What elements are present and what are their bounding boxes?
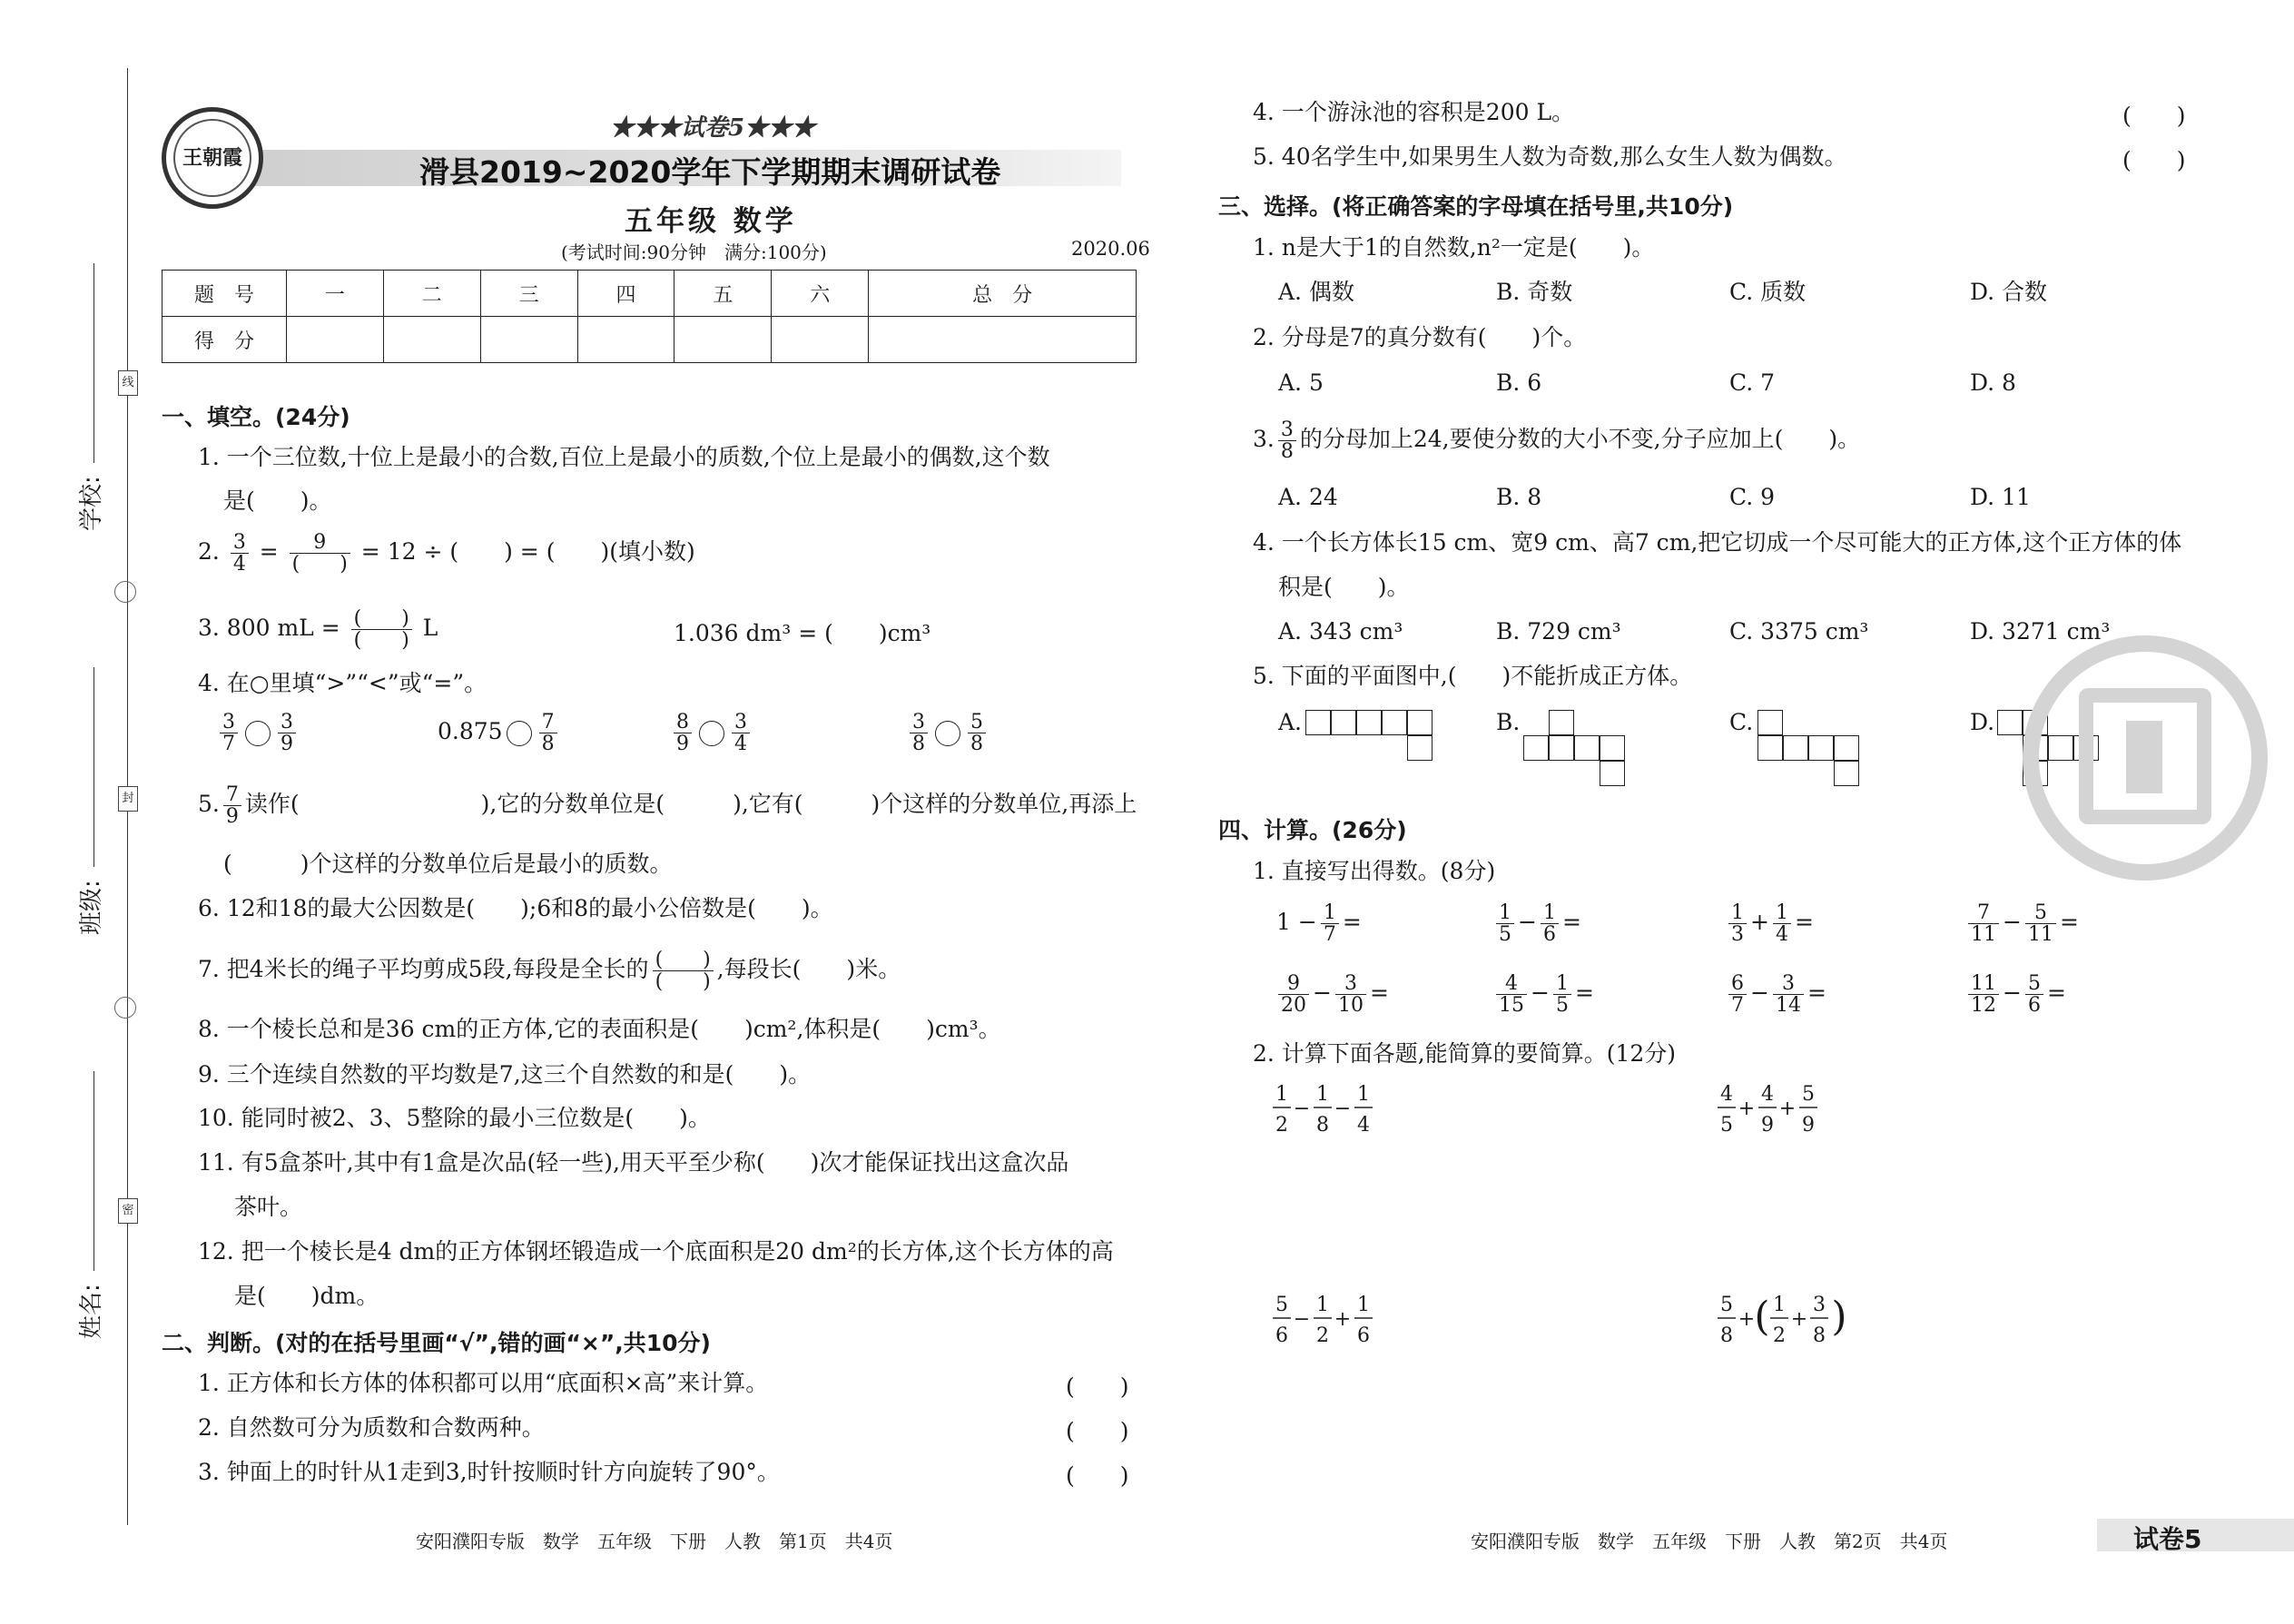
school-label: 学校: (78, 476, 105, 531)
svg-text:+: + (1738, 1097, 1756, 1120)
score-table-cell: 二 (383, 271, 480, 317)
compare-item: $\frac{3}{7}$ $\frac{3}{9}$ (216, 712, 300, 754)
fraction: ( ) ( ) (351, 608, 412, 651)
answer-bracket[interactable]: ( ) (1066, 1373, 1129, 1400)
score-table-cell: 四 (577, 271, 674, 317)
section-4-heading: 四、计算。(26分) (1218, 817, 1407, 843)
seal-watermark-icon (2023, 635, 2268, 881)
calc-part1-title: 1. 直接写出得数。(8分) (1253, 858, 1496, 884)
choice-q1: 1. n是大于1的自然数,n²一定是( )。 (1253, 234, 1655, 261)
option[interactable]: C. (1729, 709, 1754, 735)
calc-item: $\frac{6}{7}$ − $\frac{3}{14}$ = (1725, 973, 1826, 1016)
judge-item: 1. 正方体和长方体的体积都可以用“底面积×高”来计算。 (198, 1370, 769, 1396)
section-1-heading: 一、填空。(24分) (162, 404, 350, 430)
option[interactable]: A. (1278, 709, 1303, 735)
footer-left: 安阳濮阳专版 数学 五年级 下册 人教 第1页 共4页 (416, 1530, 893, 1552)
svg-text:4: 4 (1761, 1083, 1774, 1106)
fill-q11-line2: 茶叶。 (234, 1194, 303, 1220)
fill-q5-line2: ( )个这样的分数单位后是最小的质数。 (223, 851, 673, 877)
calc-item: $\frac{1}{3}$ + $\frac{1}{4}$ = (1725, 902, 1814, 945)
score-input-cell[interactable] (674, 317, 772, 363)
section-2-heading: 二、判断。(对的在括号里画“√”,错的画“×”,共10分) (162, 1330, 711, 1356)
option[interactable]: D. 3271 cm³ (1970, 618, 2111, 645)
section-3-heading: 三、选择。(将正确答案的字母填在括号里,共10分) (1218, 193, 1734, 220)
calc-item: $\frac{1}{5}$ − $\frac{1}{6}$ = (1492, 902, 1581, 945)
option[interactable]: B. 奇数 (1496, 279, 1573, 305)
score-table-cell: 得 分 (162, 317, 287, 363)
exam-date: 2020.06 (1071, 238, 1150, 260)
option[interactable]: A. 343 cm³ (1278, 618, 1403, 645)
svg-text:4: 4 (1357, 1114, 1370, 1137)
fill-q9: 9. 三个连续自然数的平均数是7,这三个自然数的和是( )。 (198, 1061, 812, 1088)
footer-right: 安阳濮阳专版 数学 五年级 下册 人教 第2页 共4页 (1471, 1530, 1948, 1552)
score-table (162, 270, 1137, 363)
option[interactable]: D. 11 (1970, 484, 2031, 510)
score-input-cell[interactable] (869, 317, 1137, 363)
fill-q12-line2: 是( )dm。 (234, 1283, 379, 1309)
svg-text:+: + (1334, 1308, 1352, 1331)
choice-q2: 2. 分母是7的真分数有( )个。 (1253, 324, 1587, 350)
svg-text:8: 8 (1720, 1324, 1733, 1347)
calc-item: $\frac{11}{12}$ − $\frac{5}{6}$ = (1964, 973, 2066, 1016)
svg-text:5: 5 (1802, 1083, 1815, 1106)
svg-text:9: 9 (1802, 1114, 1815, 1137)
option[interactable]: A. 5 (1278, 369, 1324, 396)
judge-item: 5. 40名学生中,如果男生人数为奇数,那么女生人数为偶数。 (1253, 143, 1847, 170)
expression-3 (1271, 1287, 1389, 1351)
judge-item: 3. 钟面上的时针从1走到3,时针按顺时针方向旋转了90°。 (198, 1459, 780, 1485)
option[interactable]: D. 8 (1970, 369, 2016, 396)
svg-text:6: 6 (1275, 1324, 1288, 1347)
score-input-cell[interactable] (287, 317, 384, 363)
svg-text:): ) (1831, 1294, 1847, 1340)
compare-item: $\frac{3}{8}$ $\frac{5}{8}$ (906, 712, 989, 754)
compare-item: $\frac{8}{9}$ $\frac{3}{4}$ (670, 712, 753, 754)
compare-circle[interactable] (245, 721, 271, 746)
name-label: 姓名: (78, 1284, 105, 1339)
expression-2 (1716, 1077, 1834, 1140)
answer-bracket[interactable]: ( ) (1066, 1462, 1129, 1489)
choice-q4-line1: 4. 一个长方体长15 cm、宽9 cm、高7 cm,把它切成一个尽可能大的正方体,这个正方体的体 (1253, 529, 2182, 556)
calc-part2-title: 2. 计算下面各题,能简算的要简算。(12分) (1253, 1040, 1677, 1067)
compare-circle[interactable] (935, 721, 960, 746)
option[interactable]: B. 729 cm³ (1496, 618, 1621, 645)
svg-text:1: 1 (1316, 1294, 1329, 1316)
svg-text:+: + (1738, 1308, 1756, 1331)
svg-text:1: 1 (1316, 1083, 1329, 1106)
fill-q6: 6. 12和18的最大公因数是( );6和8的最小公倍数是( )。 (198, 895, 833, 921)
fill-q3: 3. 800 mL = ( ) ( ) L (198, 607, 438, 653)
fill-q10: 10. 能同时被2、3、5整除的最小三位数是( )。 (198, 1105, 711, 1131)
option[interactable]: A. 24 (1278, 484, 1338, 510)
score-table-header-row (162, 271, 1137, 317)
score-input-cell[interactable] (480, 317, 577, 363)
svg-text:−: − (1293, 1308, 1311, 1331)
score-input-cell[interactable] (772, 317, 869, 363)
svg-text:2: 2 (1773, 1324, 1786, 1347)
choice-q5: 5. 下面的平面图中,( )不能折成正方体。 (1253, 663, 1693, 689)
svg-text:1: 1 (1357, 1294, 1370, 1316)
option[interactable]: B. (1496, 709, 1521, 735)
score-table-cell: 题 号 (162, 271, 287, 317)
fill-q7: 7. 把4米长的绳子平均剪成5段,每段是全长的 ( ) ( ) ,每段长( )米。 (198, 949, 901, 994)
calc-item: $\frac{4}{15}$ − $\frac{1}{5}$ = (1492, 973, 1594, 1016)
svg-text:4: 4 (1720, 1083, 1733, 1106)
option[interactable]: B. 8 (1496, 484, 1542, 510)
answer-bracket[interactable]: ( ) (1066, 1418, 1129, 1444)
option[interactable]: B. 6 (1496, 369, 1542, 396)
option[interactable]: D. (1970, 709, 1995, 735)
fill-q5-line1: 5. $\frac{7}{9}$ 读作( ),它的分数单位是( ),它有( )个这样的分数单位,再添上 (198, 783, 1137, 829)
option[interactable]: A. 偶数 (1278, 279, 1354, 305)
option[interactable]: C. 9 (1729, 484, 1776, 510)
compare-item: 0.875 $\frac{7}{8}$ (438, 712, 561, 754)
fill-q11-line1: 11. 有5盒茶叶,其中有1盒是次品(轻一些),用天平至少称( )次才能保证找出这盒次品 (198, 1149, 1069, 1176)
compare-circle[interactable] (507, 721, 532, 746)
option[interactable]: C. 质数 (1729, 279, 1807, 305)
fill-q1-line1: 1. 一个三位数,十位上是最小的合数,百位上是最小的质数,个位上是最小的偶数,这个数 (198, 444, 1050, 470)
svg-text:8: 8 (1316, 1114, 1329, 1137)
exam-info: (考试时间:90分钟 满分:100分) (561, 241, 827, 263)
judge-item: 4. 一个游泳池的容积是200 L。 (1253, 99, 1575, 125)
score-input-cell[interactable] (383, 317, 480, 363)
score-table-cell: 五 (674, 271, 772, 317)
svg-text:2: 2 (1316, 1324, 1329, 1347)
logo-text: 王朝霞 (182, 146, 242, 170)
option[interactable]: C. 3375 cm³ (1729, 618, 1869, 645)
answer-bracket[interactable]: ( ) (2122, 103, 2186, 129)
subject-title: 五年级 数学 (625, 205, 797, 238)
svg-text:5: 5 (1275, 1294, 1288, 1316)
binding-hole-icon (114, 581, 136, 603)
svg-text:2: 2 (1275, 1114, 1288, 1137)
seal-mark-mi: 密 (118, 1198, 138, 1224)
svg-text:9: 9 (1761, 1114, 1774, 1137)
expression-4 (1716, 1287, 1852, 1351)
fraction: $\frac{3}{4}$ (231, 532, 249, 575)
score-table-cell: 一 (287, 271, 384, 317)
svg-text:5: 5 (1720, 1294, 1733, 1316)
judge-item: 2. 自然数可分为质数和合数两种。 (198, 1414, 545, 1441)
option[interactable]: C. 7 (1729, 369, 1776, 396)
choice-q3: 3. $\frac{3}{8}$ 的分母加上24,要使分数的大小不变,分子应加上( )。 (1253, 418, 1861, 464)
exam-title: 滑县2019~2020学年下学期期末调研试卷 (419, 154, 1001, 190)
fill-q4: 4. 在○里填“>”“<”或“=”。 (198, 670, 487, 696)
score-table-cell: 六 (772, 271, 869, 317)
fraction: 9 ( ) (290, 532, 350, 575)
footer-badge: 试卷5 (2133, 1524, 2202, 1554)
svg-text:+: + (1790, 1308, 1808, 1331)
svg-text:6: 6 (1357, 1324, 1370, 1347)
answer-bracket[interactable]: ( ) (2122, 147, 2186, 173)
fill-q2: 2. $\frac{3}{4}$ = 9 ( ) = 12 ÷ ( ) = ( )(填小数) (198, 531, 695, 576)
calc-item: $\frac{7}{11}$ − $\frac{5}{11}$ = (1964, 902, 2079, 945)
svg-text:−: − (1334, 1097, 1352, 1120)
fill-q1-line2: 是( )。 (223, 487, 332, 514)
compare-circle[interactable] (699, 721, 724, 746)
svg-text:8: 8 (1813, 1324, 1826, 1347)
svg-text:1: 1 (1275, 1083, 1288, 1106)
brand-logo (162, 107, 263, 209)
class-label: 班级: (78, 880, 105, 935)
calc-item: 1 − $\frac{1}{7}$ = (1276, 901, 1362, 947)
calc-item: $\frac{9}{20}$ − $\frac{3}{10}$ = (1275, 973, 1389, 1016)
score-table-score-row (162, 317, 1137, 363)
seal-mark-feng: 封 (118, 786, 138, 812)
score-table-cell: 总 分 (869, 271, 1137, 317)
seal-mark-xian: 线 (118, 370, 138, 396)
svg-text:+: + (1778, 1097, 1797, 1120)
binding-hole-icon (114, 997, 136, 1019)
svg-text:−: − (1293, 1097, 1311, 1120)
svg-text:1: 1 (1773, 1294, 1786, 1316)
svg-text:3: 3 (1813, 1294, 1826, 1316)
fill-q8: 8. 一个棱长总和是36 cm的正方体,它的表面积是( )cm²,体积是( )cm³。 (198, 1016, 1001, 1042)
score-table-cell: 三 (480, 271, 577, 317)
fill-q12-line1: 12. 把一个棱长是4 dm的正方体钢坯锻造成一个底面积是20 dm²的长方体,这个长方体的高 (198, 1238, 1114, 1265)
option[interactable]: D. 合数 (1970, 279, 2048, 305)
svg-text:1: 1 (1357, 1083, 1370, 1106)
expression-1 (1271, 1077, 1389, 1140)
svg-text:(: ( (1754, 1294, 1770, 1340)
series-label: ★★★试卷5★★★ (610, 114, 816, 142)
svg-text:5: 5 (1720, 1114, 1733, 1137)
choice-q4-line2: 积是( )。 (1278, 574, 1410, 600)
fill-q3-volume: 1.036 dm³ = ( )cm³ (674, 620, 931, 646)
score-input-cell[interactable] (577, 317, 674, 363)
